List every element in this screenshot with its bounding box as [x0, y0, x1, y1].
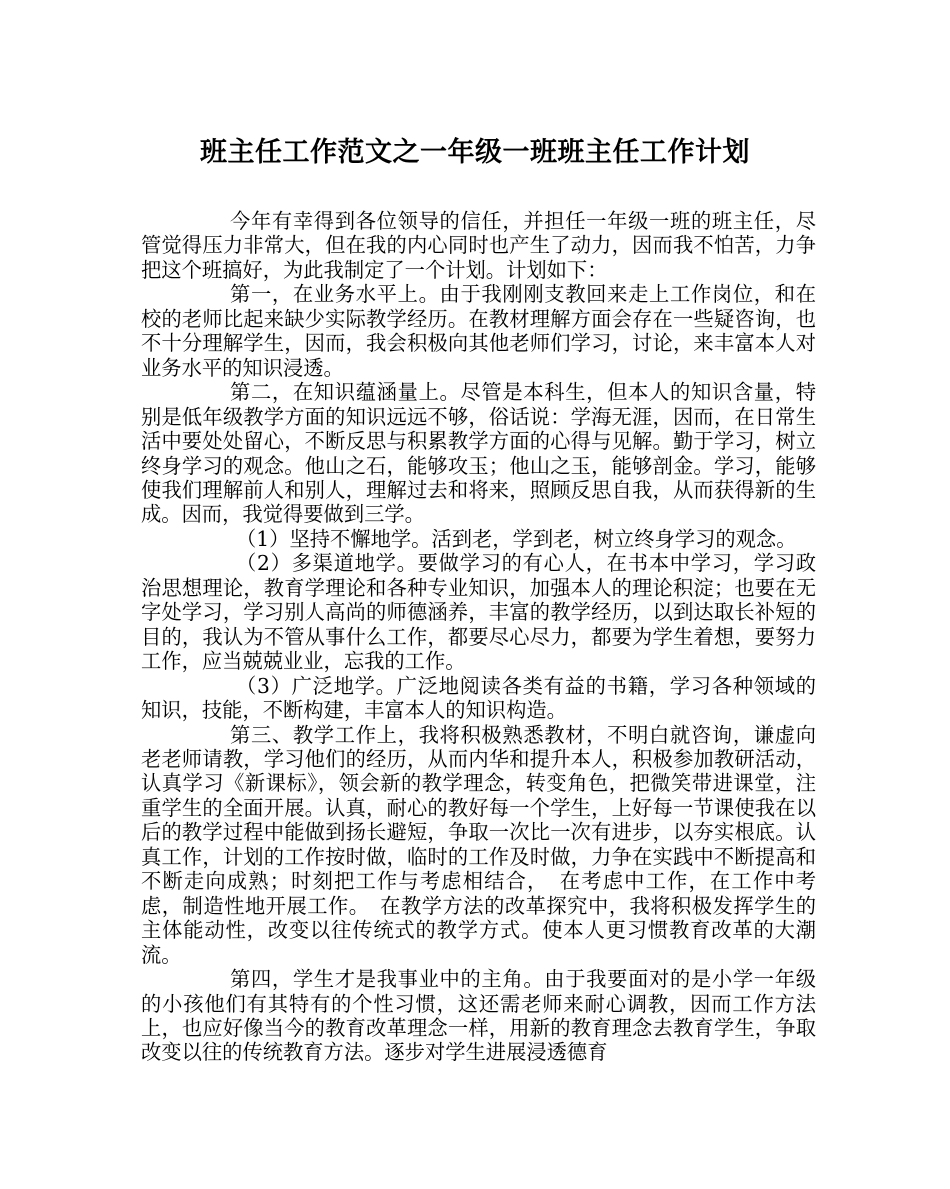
- list-item-3: （3）广泛地学。广泛地阅读各类有益的书籍，学习各种领域的知识，技能，不断构建，丰富本人的知识构造。: [141, 673, 816, 723]
- paragraph-third: 第三、教学工作上，我将积极熟悉教材，不明白就咨询，谦虚向老老师请教，学习他们的经历，从而内华和提升本人，积极参加教研活动，认真学习《新课标》，领会新的教学理念，转变角色，把微笑带进课堂，注重学生的全面开展。认真，耐心的教好每一个学生，上好每一节课使我在以后的教学过程中能做到扬长避短，争取一次比一次有进步，以夯实根底。认真工作，计划的工作按时做，临时的工作及时做，力争在实践中不断提高和不断走向成熟；时刻把工作与考虑相结合， 在考虑中工作，在工作中考虑，制造性地开展工作。 在教学方法的改革探究中，我将积极发挥学生的主体能动性，改变以往传统式的教学方式。使本人更习惯教育改革的大潮流。: [141, 722, 816, 967]
- paragraph-fourth: 第四，学生才是我事业中的主角。由于我要面对的是小学一年级的小孩他们有其特有的个性习惯，这还需老师来耐心调教，因而工作方法上，也应好像当今的教育改革理念一样，用新的教育理念去教育学生，争取改变以往的传统教育方法。逐步对学生进展浸透德育: [141, 967, 816, 1065]
- paragraph-intro: 今年有幸得到各位领导的信任，并担任一年级一班的班主任，尽管觉得压力非常大，但在我的内心同时也产生了动力，因而我不怕苦，力争把这个班搞好，为此我制定了一个计划。计划如下：: [141, 209, 816, 282]
- document-body: [141, 209, 816, 1065]
- list-item-2: （2）多渠道地学。要做学习的有心人，在书本中学习，学习政治思想理论，教育学理论和各种专业知识，加强本人的理论积淀；也要在无字处学习，学习别人高尚的师德涵养，丰富的教学经历，以到达取长补短的目的，我认为不管从事什么工作，都要尽心尽力，都要为学生着想，要努力工作，应当兢兢业业，忘我的工作。: [141, 551, 816, 674]
- paragraph-second: 第二，在知识蕴涵量上。尽管是本科生，但本人的知识含量，特别是低年级教学方面的知识远远不够，俗话说：学海无涯，因而，在日常生活中要处处留心，不断反思与积累教学方面的心得与见解。勤于学习，树立终身学习的观念。他山之石，能够攻玉；他山之玉，能够剖金。学习，能够使我们理解前人和别人，理解过去和将来，照顾反思自我，从而获得新的生成。因而，我觉得要做到三学。: [141, 380, 816, 527]
- document-title: 班主任工作范文之一年级一班班主任工作计划: [200, 137, 750, 168]
- paragraph-first: 第一，在业务水平上。由于我刚刚支教回来走上工作岗位，和在校的老师比起来缺少实际教学经历。在教材理解方面会存在一些疑咨询，也不十分理解学生，因而，我会积极向其他老师们学习，讨论，来丰富本人对业务水平的知识浸透。: [141, 282, 816, 380]
- list-item-1: （1）坚持不懈地学。活到老，学到老，树立终身学习的观念。: [236, 526, 797, 551]
